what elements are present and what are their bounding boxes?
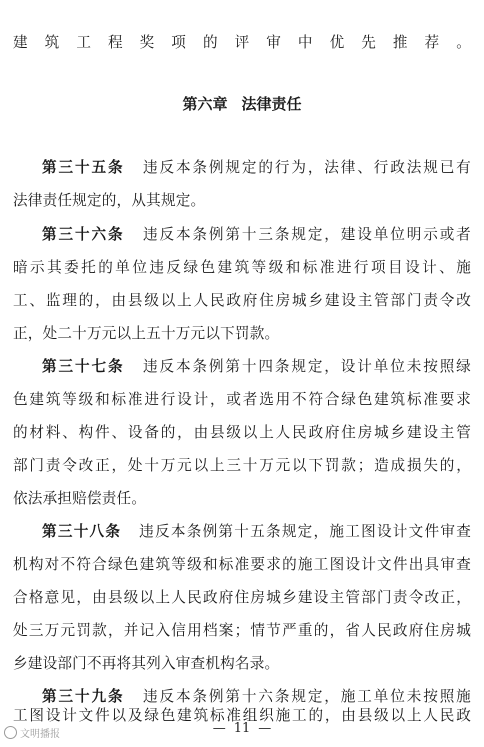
article-text: 违反本条例第十五条规定，施工图设计文件审查: [139, 523, 471, 540]
paragraph-line: 依法承担赔偿责任。: [13, 490, 147, 507]
page-dash-right: —: [258, 721, 272, 736]
chapter-number: 第六章: [182, 95, 228, 113]
paragraph-line: 工图设计文件以及绿色建筑标准组织施工的，由县级以上人民政: [13, 707, 471, 724]
watermark: [4, 726, 60, 742]
paragraph-line: 机构对不符合绿色建筑等级和标准要求的施工图设计文件出具审查: [13, 556, 471, 573]
paragraph-line: 的材料、构件、设备的，由县级以上人民政府住房城乡建设主管: [13, 424, 471, 441]
article-heading: 第三十六条: [42, 226, 125, 243]
page-number: [0, 720, 484, 738]
paragraph-line: 处三万元罚款，并记入信用档案；情节严重的，省人民政府住房城: [13, 622, 471, 639]
paragraph-line: 合格意见，由县级以上人民政府住房城乡建设主管部门责令改正，: [13, 589, 471, 606]
weibo-logo-icon: [4, 726, 17, 739]
article-39-first-line: [13, 687, 471, 707]
paragraph-line: 部门责令改正，处十万元以上三十万元以下罚款；造成损失的，: [13, 457, 471, 474]
article-heading: 第三十七条: [42, 358, 125, 375]
article-36-first-line: [13, 225, 471, 245]
article-37-first-line: [13, 357, 471, 377]
paragraph-line: 暗示其委托的单位违反绿色建筑等级和标准进行项目设计、施: [13, 259, 471, 276]
article-35-first-line: [13, 158, 471, 178]
article-heading: 第三十五条: [42, 159, 125, 176]
article-text: 违反本条例第十六条规定，施工单位未按照施: [142, 688, 471, 705]
page-dash-left: —: [212, 721, 226, 736]
article-heading: 第三十九条: [42, 688, 125, 705]
paragraph-line: 乡建设部门不再将其列入审查机构名录。: [13, 655, 280, 672]
paragraph-line: 正，处二十万元以上五十万元以下罚款。: [13, 325, 280, 342]
page-number-value: 11: [233, 721, 251, 736]
watermark-text: 文明播报: [20, 729, 60, 740]
article-38-first-line: [13, 522, 471, 542]
chapter-heading: [0, 93, 484, 115]
paragraph-line: 法律责任规定的，从其规定。: [13, 192, 206, 209]
paragraph-line: 色建筑等级和标准进行设计，或者选用不符合绿色建筑标准要求: [13, 391, 471, 408]
article-text: 违反本条例规定的行为，法律、行政法规已有: [142, 159, 471, 176]
paragraph-line: 建筑工程奖项的评审中优先推荐。: [13, 34, 471, 51]
article-text: 违反本条例第十三条规定，建设单位明示或者: [142, 226, 471, 243]
article-heading: 第三十八条: [42, 523, 122, 540]
article-text: 违反本条例第十四条规定，设计单位未按照绿: [142, 358, 471, 375]
paragraph-line: 工、监理的，由县级以上人民政府住房城乡建设主管部门责令改: [13, 292, 471, 309]
chapter-title: 法律责任: [241, 95, 302, 113]
